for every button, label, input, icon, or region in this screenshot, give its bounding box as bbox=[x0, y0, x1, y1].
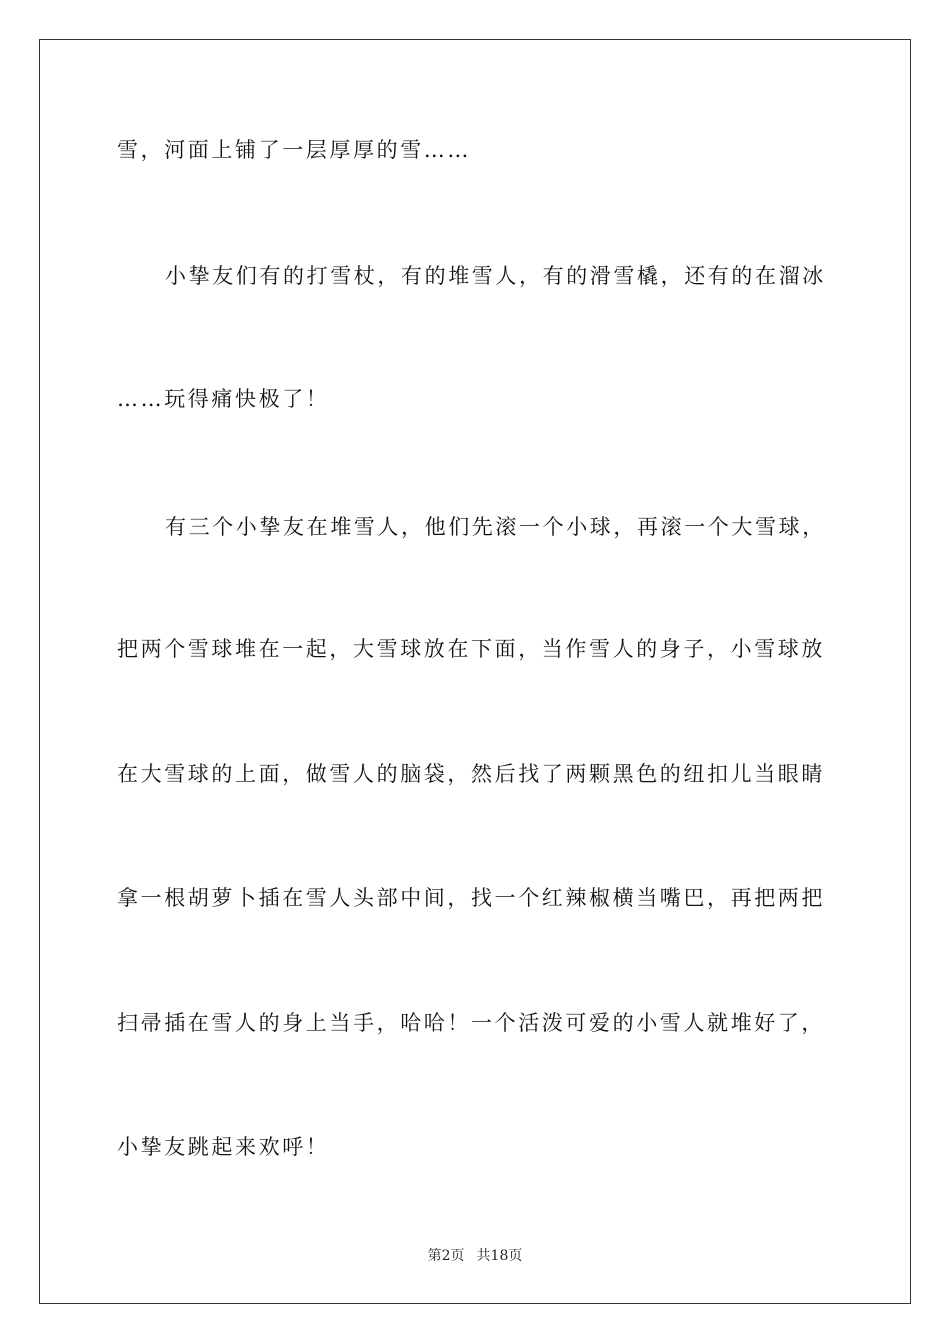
page-number: 第2页 bbox=[427, 1248, 465, 1264]
text-line-5: 把两个雪球堆在一起，大雪球放在下面，当作雪人的身子，小雪球放 bbox=[117, 637, 825, 661]
text-line-1: 雪，河面上铺了一层厚厚的雪…… bbox=[117, 138, 471, 162]
page-footer bbox=[0, 1247, 950, 1265]
text-line-8: 扫帚插在雪人的身上当手，哈哈！一个活泼可爱的小雪人就堆好了， bbox=[117, 1011, 825, 1035]
text-line-2: 小挚友们有的打雪杖，有的堆雪人，有的滑雪橇，还有的在溜冰 bbox=[165, 264, 826, 288]
text-line-7: 拿一根胡萝卜插在雪人头部中间，找一个红辣椒横当嘴巴，再把两把 bbox=[117, 886, 825, 910]
text-line-4: 有三个小挚友在堆雪人，他们先滚一个小球，再滚一个大雪球， bbox=[165, 515, 826, 539]
page-frame bbox=[39, 39, 911, 1304]
text-line-3: ……玩得痛快极了！ bbox=[117, 387, 330, 411]
text-line-9: 小挚友跳起来欢呼！ bbox=[117, 1135, 330, 1159]
text-line-6: 在大雪球的上面，做雪人的脑袋，然后找了两颗黑色的纽扣儿当眼睛 bbox=[117, 762, 825, 786]
page-total: 共18页 bbox=[476, 1248, 523, 1264]
